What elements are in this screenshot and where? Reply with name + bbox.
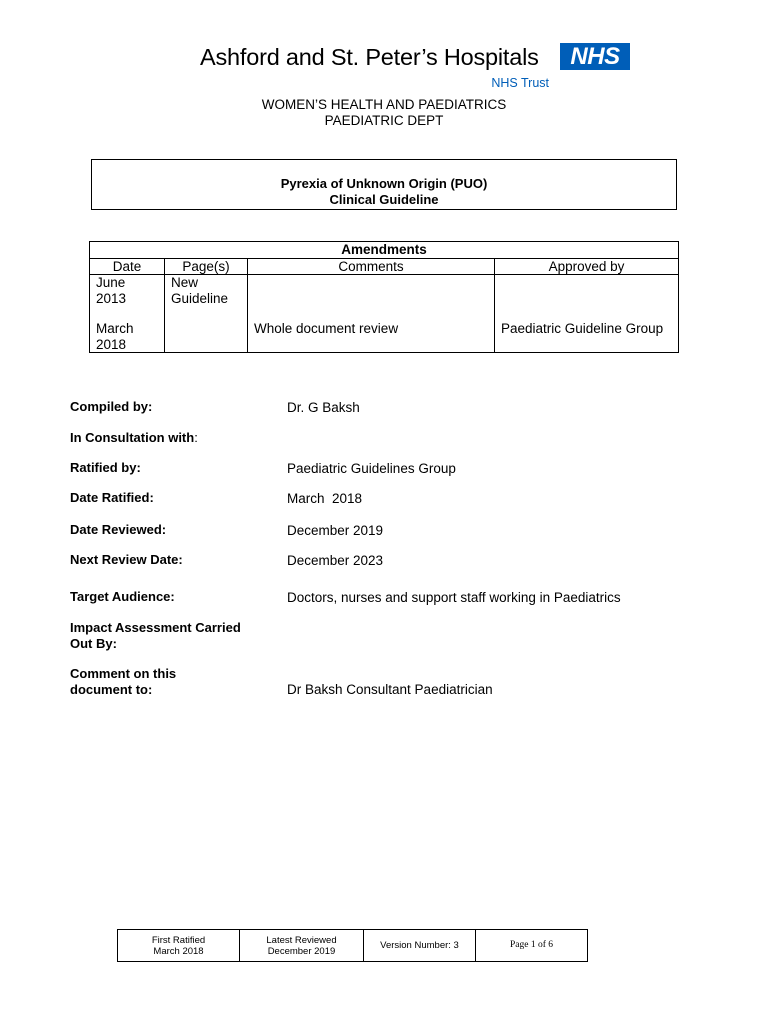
column-header-date: Date xyxy=(90,258,165,275)
date-ratified-value: March 2018 xyxy=(287,491,363,506)
consultation-colon: : xyxy=(194,430,198,445)
date-line-2: 2013 xyxy=(96,290,127,306)
document-title-box xyxy=(91,159,677,210)
next-review-label: Next Review Date: xyxy=(70,552,183,567)
compiled-by-label: Compiled by: xyxy=(70,399,153,414)
impact-assessment-label-line-2: Out By: xyxy=(70,635,117,651)
latest-reviewed-cell xyxy=(240,930,364,962)
approved-by-cell xyxy=(495,275,679,353)
comment-text: Whole document review xyxy=(254,321,399,336)
column-header-approved-by: Approved by xyxy=(495,258,679,275)
latest-reviewed-value: December 2019 xyxy=(267,945,336,957)
latest-reviewed-label: Latest Reviewed xyxy=(266,934,337,946)
impact-assessment-label xyxy=(70,620,241,651)
version-number: Version Number: 3 xyxy=(364,930,476,962)
date-reviewed-label: Date Reviewed: xyxy=(70,522,167,537)
footer-table xyxy=(117,929,588,962)
consultation-label xyxy=(70,430,198,446)
next-review-value: December 2023 xyxy=(287,553,384,568)
page-number: Page 1 of 6 xyxy=(476,930,588,962)
pages-line-1: New xyxy=(171,275,199,290)
amendments-table xyxy=(89,241,679,353)
comments-cell xyxy=(248,275,495,353)
comment-to-label-line-1: Comment on this xyxy=(70,666,177,681)
first-ratified-label: First Ratified xyxy=(151,934,206,946)
nhs-logo: NHS xyxy=(560,43,630,70)
ratified-by-value: Paediatric Guidelines Group xyxy=(287,461,456,476)
first-ratified-value: March 2018 xyxy=(153,945,204,957)
document-title: Pyrexia of Unknown Origin (PUO) xyxy=(280,176,488,191)
approved-by-text: Paediatric Guideline Group xyxy=(501,321,664,336)
comment-to-label xyxy=(70,666,176,697)
comment-to-label-line-2: document to: xyxy=(70,681,153,697)
date-ratified-label: Date Ratified: xyxy=(70,490,154,505)
table-row xyxy=(90,275,679,353)
document-subtitle: Clinical Guideline xyxy=(329,192,439,207)
comment-to-value: Dr Baksh Consultant Paediatrician xyxy=(287,682,493,697)
target-audience-value: Doctors, nurses and support staff working in Paediatrics xyxy=(287,590,621,605)
column-header-comments: Comments xyxy=(248,258,495,275)
consultation-label-text: In Consultation with xyxy=(70,430,195,445)
organisation-name: Ashford and St. Peter’s Hospitals xyxy=(200,44,539,70)
date-reviewed-value: December 2019 xyxy=(287,523,384,538)
department-line-1: WOMEN’S HEALTH AND PAEDIATRICS xyxy=(261,97,507,112)
pages-line-2: Guideline xyxy=(171,290,229,306)
column-header-pages: Page(s) xyxy=(165,258,248,275)
first-ratified-cell xyxy=(118,930,240,962)
nhs-trust-label: NHS Trust xyxy=(491,76,549,90)
pages-cell xyxy=(165,275,248,353)
date-cell xyxy=(90,275,165,353)
date-line-2: 2018 xyxy=(96,336,127,352)
ratified-by-label: Ratified by: xyxy=(70,460,141,475)
impact-assessment-label-line-1: Impact Assessment Carried xyxy=(70,620,241,635)
date-line-1: June xyxy=(96,275,126,290)
date-line-1: March xyxy=(96,321,134,336)
compiled-by-value: Dr. G Baksh xyxy=(287,400,360,415)
amendments-title: Amendments xyxy=(90,242,679,259)
department-line-2: PAEDIATRIC DEPT xyxy=(324,113,444,128)
target-audience-label: Target Audience: xyxy=(70,589,175,604)
